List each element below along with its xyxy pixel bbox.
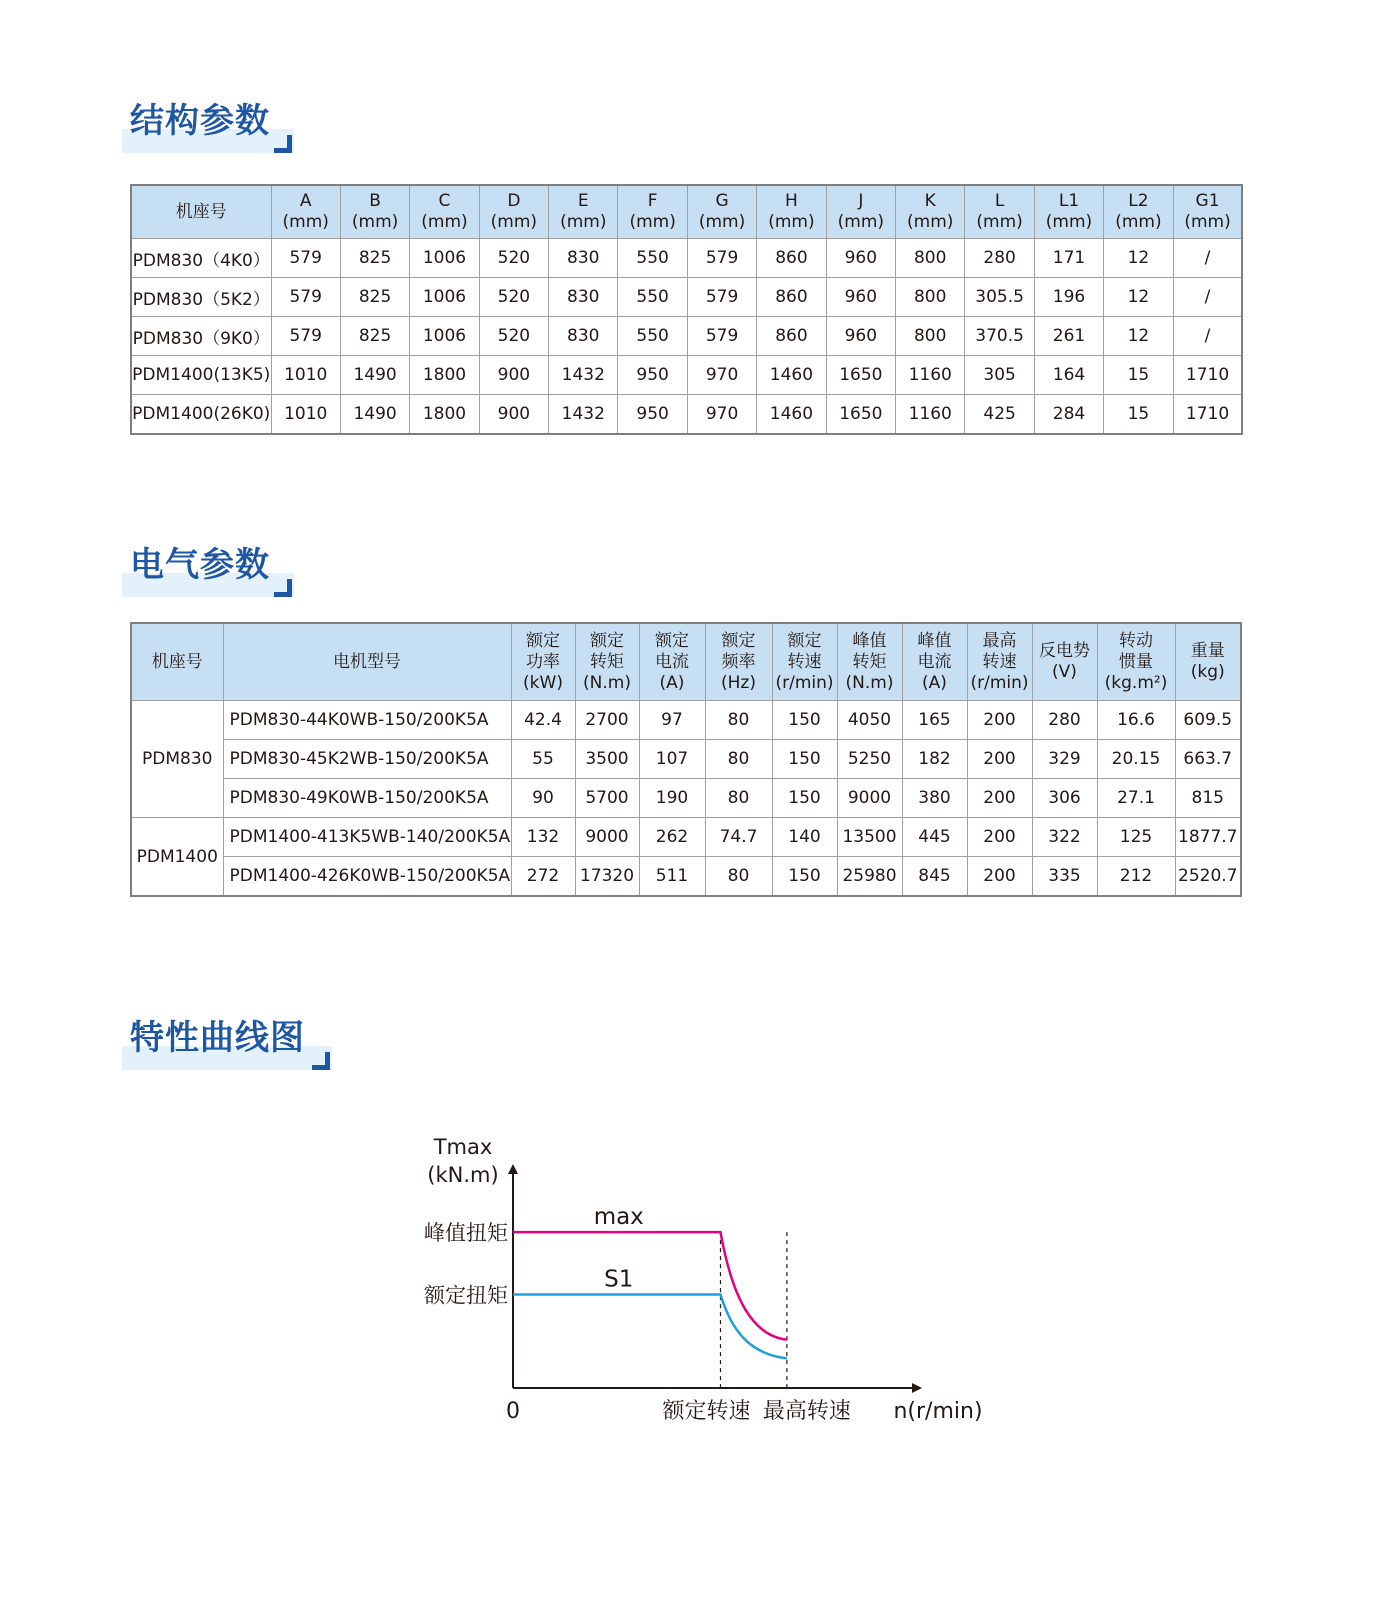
value-cell: / [1173,278,1242,317]
electrical-table-body [131,701,1241,897]
value-cell: 970 [687,395,756,435]
value-cell: 261 [1034,317,1103,356]
value-cell: 164 [1034,356,1103,395]
value-cell: 200 [967,701,1032,740]
value-cell: 550 [618,278,687,317]
table-row [131,857,1241,897]
frame-cell: PDM1400(13K5) [131,356,271,395]
value-cell: 1006 [410,317,479,356]
value-cell: 150 [772,857,837,897]
header-row [131,623,1241,701]
value-cell: 1006 [410,239,479,278]
value-cell: 2700 [575,701,639,740]
value-cell: 280 [965,239,1034,278]
header-unit: (mm) [490,212,538,232]
value-cell: 1010 [271,395,340,435]
value-cell: 800 [896,239,965,278]
header-line: 电流 [655,651,689,672]
value-cell: 4050 [837,701,902,740]
frame-cell: PDM1400 [131,818,223,897]
value-cell: 900 [479,356,548,395]
value-cell: / [1173,317,1242,356]
value-cell: 950 [618,395,687,435]
structure-table [130,184,1243,435]
value-cell: 165 [902,701,967,740]
series-label: max [593,1204,644,1231]
value-cell: 5700 [575,779,639,818]
value-cell: 306 [1032,779,1097,818]
table-row [131,239,1242,278]
header-cell [757,185,826,239]
header-line: (r/min) [775,672,834,693]
header-cell [965,185,1034,239]
header-cell [131,623,223,701]
header-line: 额定 [590,630,624,651]
header-line: 转速 [982,651,1017,672]
value-cell: 825 [340,278,409,317]
value-cell: 5250 [837,740,902,779]
header-name: L2 [1128,191,1149,211]
electrical-table [130,622,1242,897]
value-cell: 1160 [896,395,965,435]
value-cell: 520 [479,278,548,317]
header-line: 转动 [1119,630,1153,651]
value-cell: 125 [1097,818,1175,857]
value-cell: 663.7 [1175,740,1241,779]
value-cell: 609.5 [1175,701,1241,740]
value-cell: 3500 [575,740,639,779]
header-cell [410,185,479,239]
model-cell: PDM830-44K0WB-150/200K5A [223,701,511,740]
frame-cell: PDM830（4K0） [131,239,271,278]
value-cell: 800 [896,278,965,317]
header-cell [639,623,705,701]
value-cell: 305.5 [965,278,1034,317]
header-unit: (mm) [837,212,885,232]
frame-cell: PDM830（9K0） [131,317,271,356]
table-row [131,356,1242,395]
y-tick-label: 额定扭矩 [424,1283,508,1308]
value-cell: 15 [1104,395,1173,435]
header-name: J [858,191,864,211]
header-cell [687,185,756,239]
header-unit: (mm) [907,212,954,232]
header-unit: (mm) [629,212,676,232]
header-line: 频率 [721,651,756,672]
header-name: L [994,191,1005,211]
value-cell: 25980 [837,857,902,897]
header-unit: (mm) [1115,212,1162,232]
electrical-table-header [131,623,1241,701]
value-cell: 16.6 [1097,701,1175,740]
header-line: 电机型号 [333,651,401,672]
value-cell: 1490 [340,356,409,395]
value-cell: 1010 [271,356,340,395]
series-label: S1 [604,1266,634,1293]
value-cell: 262 [639,818,705,857]
value-cell: 815 [1175,779,1241,818]
value-cell: 190 [639,779,705,818]
value-cell: 830 [549,317,618,356]
table-row [131,818,1241,857]
header-line: 转矩 [852,651,887,672]
value-cell: 150 [772,740,837,779]
value-cell: 511 [639,857,705,897]
value-cell: 20.15 [1097,740,1175,779]
x-axis-label: n(r/min) [893,1399,983,1424]
header-unit: (mm) [1045,212,1093,232]
value-cell: 1460 [757,395,826,435]
value-cell: 445 [902,818,967,857]
header-name: 机座号 [175,201,227,222]
value-cell: 13500 [837,818,902,857]
header-line: 电流 [917,651,952,672]
value-cell: 1650 [826,356,895,395]
value-cell: 329 [1032,740,1097,779]
value-cell: 150 [772,779,837,818]
characteristic-curve-chart [400,1120,1000,1440]
frame-cell: PDM830 [131,701,223,818]
header-line: 额定 [655,630,689,651]
header-line: (kg.m²) [1104,672,1168,693]
curve-title-text: 特性曲线图 [130,1018,305,1058]
value-cell: 196 [1034,278,1103,317]
value-cell: 520 [479,317,548,356]
value-cell: 1490 [340,395,409,435]
value-cell: 12 [1104,317,1173,356]
value-cell: 550 [618,317,687,356]
header-cell [1032,623,1097,701]
header-cell [772,623,837,701]
title-corner-mark [312,1052,330,1070]
structure-table-header [131,185,1242,239]
value-cell: 280 [1032,701,1097,740]
value-cell: 272 [511,857,575,897]
header-cell [340,185,409,239]
value-cell: 305 [965,356,1034,395]
header-line: 功率 [526,651,560,672]
value-cell: 579 [271,239,340,278]
header-line: 额定 [721,630,756,651]
value-cell: 579 [271,317,340,356]
title-corner-mark [274,579,292,597]
value-cell: 74.7 [705,818,772,857]
value-cell: 90 [511,779,575,818]
header-cell [1034,185,1103,239]
header-unit: (mm) [698,212,746,232]
header-line: 机座号 [151,651,203,672]
value-cell: 182 [902,740,967,779]
header-line: 转矩 [590,651,624,672]
table-row [131,701,1241,740]
value-cell: 970 [687,356,756,395]
value-cell: / [1173,239,1242,278]
value-cell: 80 [705,701,772,740]
header-name: K [924,191,936,211]
table-row [131,278,1242,317]
y-axis-label-line1: Tmax [433,1135,493,1159]
series-line-max [513,1232,787,1340]
header-cell [967,623,1032,701]
header-name: B [369,191,381,211]
value-cell: 860 [757,317,826,356]
model-cell: PDM1400-426K0WB-150/200K5A [223,857,511,897]
value-cell: 900 [479,395,548,435]
value-cell: 425 [965,395,1034,435]
value-cell: 1800 [410,356,479,395]
header-unit: (mm) [421,212,468,232]
value-cell: 12 [1104,239,1173,278]
header-name: G [715,191,729,211]
header-line: 最高 [982,630,1017,651]
value-cell: 1460 [757,356,826,395]
value-cell: 2520.7 [1175,857,1241,897]
header-line: (A) [659,672,685,693]
value-cell: 1432 [549,356,618,395]
value-cell: 212 [1097,857,1175,897]
model-cell: PDM830-45K2WB-150/200K5A [223,740,511,779]
value-cell: 284 [1034,395,1103,435]
value-cell: 579 [687,317,756,356]
header-line: 转速 [787,651,822,672]
value-cell: 1006 [410,278,479,317]
header-name: D [507,191,521,211]
header-name: C [438,191,451,211]
header-line: (kg) [1190,662,1225,682]
value-cell: 42.4 [511,701,575,740]
value-cell: 171 [1034,239,1103,278]
value-cell: 200 [967,857,1032,897]
value-cell: 860 [757,239,826,278]
value-cell: 322 [1032,818,1097,857]
value-cell: 200 [967,779,1032,818]
header-cell [223,623,511,701]
header-line: 重量 [1190,641,1225,661]
header-line: 反电势 [1039,641,1090,661]
header-cell [271,185,340,239]
header-unit: (mm) [560,212,607,232]
header-line: 额定 [526,630,560,651]
header-unit: (mm) [1184,212,1231,232]
value-cell: 1800 [410,395,479,435]
value-cell: 9000 [575,818,639,857]
value-cell: 27.1 [1097,779,1175,818]
value-cell: 1160 [896,356,965,395]
value-cell: 830 [549,278,618,317]
y-tick-label: 峰值扭矩 [424,1221,508,1246]
header-cell [705,623,772,701]
value-cell: 150 [772,701,837,740]
value-cell: 845 [902,857,967,897]
header-cell [511,623,575,701]
header-line: 额定 [787,630,822,651]
table-row [131,317,1242,356]
header-cell [549,185,618,239]
header-cell [837,623,902,701]
table-row [131,395,1242,435]
value-cell: 579 [687,278,756,317]
value-cell: 335 [1032,857,1097,897]
table-row [131,740,1241,779]
header-row [131,185,1242,239]
value-cell: 520 [479,239,548,278]
header-cell [896,185,965,239]
value-cell: 80 [705,740,772,779]
header-cell [479,185,548,239]
header-line: (N.m) [583,672,631,693]
header-line: (Hz) [721,672,756,693]
value-cell: 860 [757,278,826,317]
value-cell: 800 [896,317,965,356]
value-cell: 200 [967,740,1032,779]
header-name: A [299,191,312,211]
value-cell: 1877.7 [1175,818,1241,857]
header-cell [1104,185,1173,239]
title-corner-mark [274,135,292,153]
header-unit: (mm) [351,212,399,232]
structure-section-title [122,93,294,153]
electrical-section-title [122,537,294,597]
y-axis-label-line2: (kN.m) [427,1163,499,1187]
value-cell: 132 [511,818,575,857]
header-unit: (mm) [768,212,815,232]
header-line: (A) [922,672,947,693]
header-name: H [785,191,798,211]
value-cell: 80 [705,779,772,818]
header-cell [618,185,687,239]
header-cell [1173,185,1242,239]
value-cell: 960 [826,239,895,278]
header-line: 峰值 [917,630,952,651]
value-cell: 1710 [1173,395,1242,435]
value-cell: 55 [511,740,575,779]
value-cell: 550 [618,239,687,278]
model-cell: PDM830-49K0WB-150/200K5A [223,779,511,818]
value-cell: 960 [826,317,895,356]
chart-marks [424,1204,851,1424]
header-name: E [577,191,589,211]
value-cell: 200 [967,818,1032,857]
table-row [131,779,1241,818]
header-line: 惯量 [1119,651,1153,672]
frame-cell: PDM1400(26K0) [131,395,271,435]
frame-cell: PDM830（5K2） [131,278,271,317]
value-cell: 579 [271,278,340,317]
structure-title-text: 结构参数 [130,101,270,141]
value-cell: 380 [902,779,967,818]
header-line: 峰值 [852,630,887,651]
model-cell: PDM1400-413K5WB-140/200K5A [223,818,511,857]
header-cell [1175,623,1241,701]
value-cell: 107 [639,740,705,779]
value-cell: 579 [687,239,756,278]
value-cell: 1650 [826,395,895,435]
value-cell: 140 [772,818,837,857]
header-name: G1 [1195,191,1220,211]
value-cell: 80 [705,857,772,897]
curve-section-title [122,1010,332,1070]
value-cell: 17320 [575,857,639,897]
origin-label: 0 [506,1399,520,1424]
header-name: F [647,191,658,211]
value-cell: 12 [1104,278,1173,317]
x-tick-label: 额定转速 [662,1399,751,1424]
x-tick-label: 最高转速 [762,1399,851,1424]
header-line: (r/min) [970,672,1029,693]
header-unit: (mm) [282,212,329,232]
value-cell: 960 [826,278,895,317]
header-line: (kW) [523,672,563,693]
value-cell: 950 [618,356,687,395]
header-cell [902,623,967,701]
header-cell [131,185,271,239]
value-cell: 1432 [549,395,618,435]
header-line: (V) [1052,662,1077,682]
header-cell [826,185,895,239]
electrical-title-text: 电气参数 [130,545,270,585]
value-cell: 97 [639,701,705,740]
value-cell: 15 [1104,356,1173,395]
header-cell [1097,623,1175,701]
header-line: (N.m) [845,672,894,693]
value-cell: 825 [340,317,409,356]
header-cell [575,623,639,701]
header-name: L1 [1058,191,1080,211]
value-cell: 370.5 [965,317,1034,356]
value-cell: 830 [549,239,618,278]
value-cell: 825 [340,239,409,278]
header-unit: (mm) [976,212,1023,232]
value-cell: 1710 [1173,356,1242,395]
structure-table-body [131,239,1242,435]
series-line-s1 [513,1295,787,1359]
value-cell: 9000 [837,779,902,818]
